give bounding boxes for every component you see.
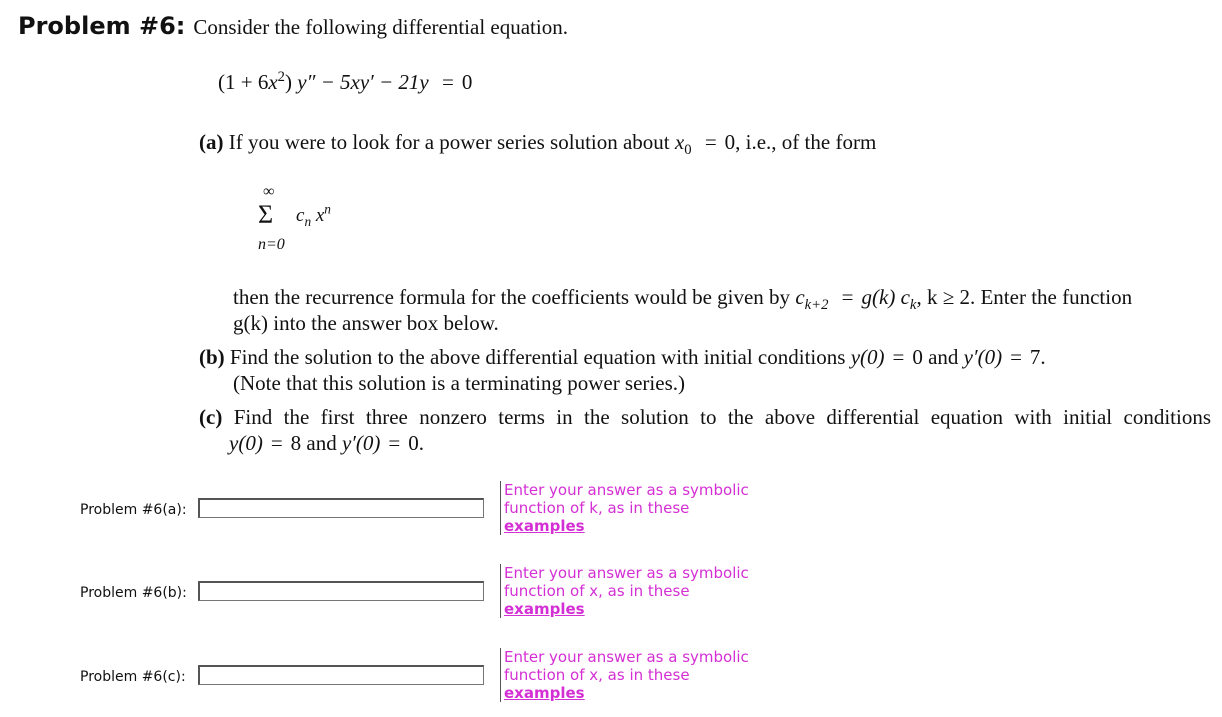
hint-b-line2: function of x, as in these bbox=[504, 582, 690, 600]
answer-hint-c bbox=[500, 648, 749, 702]
answer-label-c: Problem #6(c): bbox=[80, 669, 186, 685]
answer-input-c[interactable] bbox=[198, 665, 484, 685]
part-b-ic2: y′(0) bbox=[963, 345, 1003, 369]
part-a-x0: x bbox=[674, 130, 685, 154]
eq-term3: y bbox=[419, 70, 429, 94]
eq-term2: xy′ − 21 bbox=[350, 70, 420, 94]
part-a-text1: If you were to look for a power series solution about bbox=[228, 130, 670, 154]
recurrence-line2: g(k) into the answer box below. bbox=[233, 311, 499, 335]
recur-c: c bbox=[795, 285, 805, 309]
answer-label-b: Problem #6(b): bbox=[80, 585, 187, 601]
eq-coef-open: (1 + 6 bbox=[218, 70, 269, 94]
recur-g: g(k) c bbox=[861, 285, 910, 309]
recur-c-sub: k+2 bbox=[804, 297, 829, 314]
problem-header bbox=[18, 12, 568, 40]
answer-hint-a bbox=[500, 481, 749, 535]
part-c-line1 bbox=[199, 405, 1211, 430]
problem-title: Problem #6: bbox=[18, 12, 186, 40]
eq-rhs: 0 bbox=[461, 70, 473, 94]
recur-text1: then the recurrence formula for the coefficients would be given by bbox=[233, 285, 791, 309]
sum-term-c: c bbox=[296, 205, 305, 226]
eq-coef-exp: 2 bbox=[277, 69, 286, 85]
part-c-eq2: = bbox=[388, 431, 401, 455]
part-c-eq1: = bbox=[270, 431, 283, 455]
recurrence-line1 bbox=[233, 285, 1133, 314]
examples-link-c[interactable]: examples bbox=[504, 684, 585, 702]
part-b-eq2: = bbox=[1010, 345, 1022, 369]
examples-link-a[interactable]: examples bbox=[504, 517, 585, 535]
sum-term-c-sub: n bbox=[304, 213, 312, 229]
hint-c-line1: Enter your answer as a symbolic bbox=[504, 648, 749, 666]
answer-input-a[interactable] bbox=[198, 498, 484, 518]
sum-bottom: n=0 bbox=[258, 236, 285, 253]
part-a-intro bbox=[199, 130, 877, 159]
sum-symbol: Σ bbox=[258, 200, 274, 229]
part-c-label: (c) bbox=[199, 405, 223, 429]
part-a-x0-sub: 0 bbox=[684, 142, 692, 159]
hint-c-line2: function of x, as in these bbox=[504, 666, 690, 684]
examples-link-b[interactable]: examples bbox=[504, 600, 585, 618]
part-b-mid: 0 and bbox=[912, 345, 959, 369]
problem-intro: Consider the following differential equation. bbox=[193, 15, 568, 39]
part-c-mid: 8 and bbox=[290, 431, 337, 455]
part-c-text1: Find the first three nonzero terms in the solution to the above differential equation with initial conditions bbox=[233, 405, 1211, 429]
sum-term bbox=[296, 201, 331, 229]
part-c-ic2: y′(0) bbox=[341, 431, 381, 455]
hint-a-line2: function of k, as in these bbox=[504, 499, 690, 517]
part-a-text2: 0, i.e., of the form bbox=[724, 130, 877, 154]
answer-input-b[interactable] bbox=[198, 581, 484, 601]
part-b-ic1: y(0) bbox=[850, 345, 885, 369]
part-c-end: 0. bbox=[408, 431, 424, 455]
part-c-line2 bbox=[229, 431, 424, 456]
recur-eq: = bbox=[841, 285, 854, 309]
recur-g-sub: k bbox=[909, 297, 917, 314]
part-c-ic1: y(0) bbox=[229, 431, 263, 455]
part-b-line1 bbox=[199, 345, 1046, 370]
part-b-end: 7. bbox=[1029, 345, 1046, 369]
answer-label-a: Problem #6(a): bbox=[80, 502, 187, 518]
part-b-note: (Note that this solution is a terminating power series.) bbox=[233, 371, 685, 395]
part-b-text1: Find the solution to the above differential equation with initial conditions bbox=[229, 345, 846, 369]
sum-term-x-sup: n bbox=[324, 201, 331, 217]
part-b-label: (b) bbox=[199, 345, 225, 369]
part-a-equals: = bbox=[704, 130, 717, 154]
answer-hint-b bbox=[500, 564, 749, 618]
eq-coef-close: ) bbox=[285, 70, 293, 94]
hint-a-line1: Enter your answer as a symbolic bbox=[504, 481, 749, 499]
eq-term1: y″ − 5 bbox=[297, 70, 351, 94]
recur-cond: , k ≥ 2. Enter the function bbox=[916, 285, 1133, 309]
eq-coef-x: x bbox=[268, 70, 278, 94]
part-a-label: (a) bbox=[199, 130, 224, 154]
eq-equals: = bbox=[442, 70, 454, 94]
differential-equation bbox=[218, 70, 472, 95]
sum-top: ∞ bbox=[263, 183, 275, 200]
hint-b-line1: Enter your answer as a symbolic bbox=[504, 564, 749, 582]
part-b-eq1: = bbox=[892, 345, 905, 369]
sum-term-x: x bbox=[315, 205, 325, 226]
